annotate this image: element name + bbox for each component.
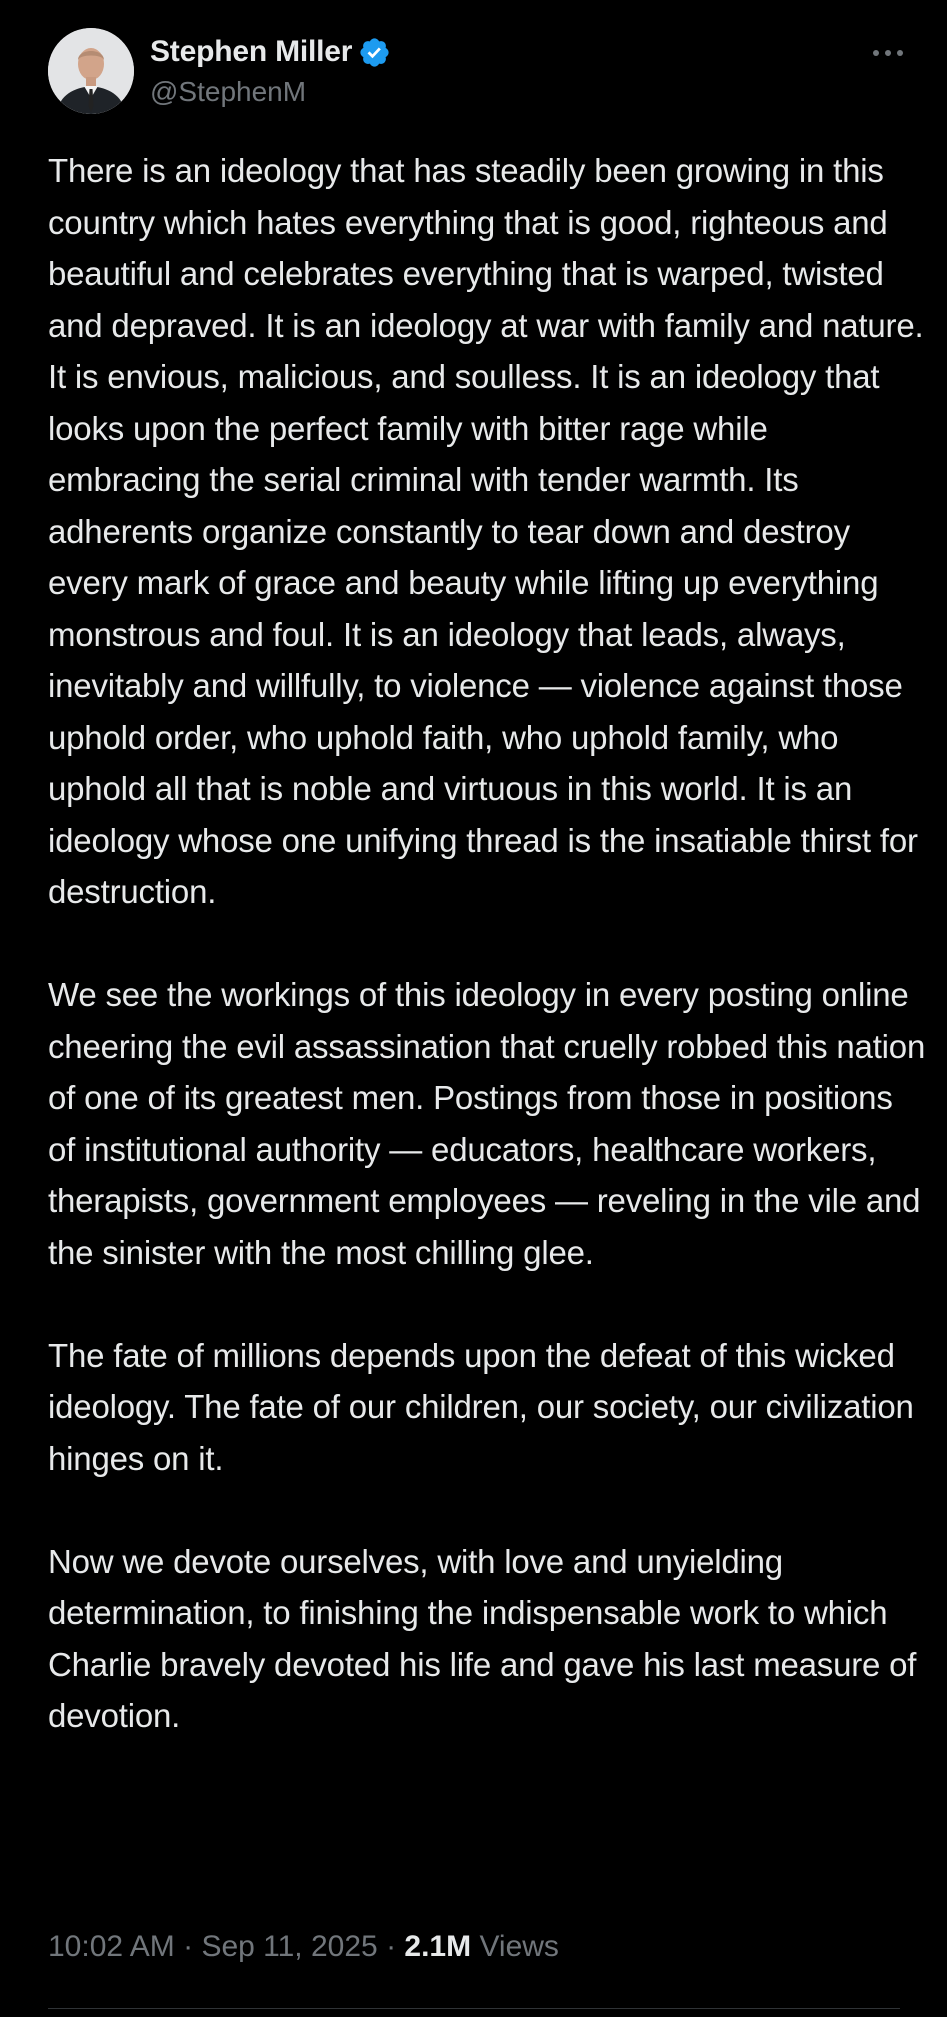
- user-handle[interactable]: @StephenM: [150, 76, 307, 107]
- meta-separator: ·: [386, 1930, 397, 1963]
- avatar[interactable]: [48, 28, 134, 114]
- tweet-paragraph: The fate of millions depends upon the defeat of this wicked ideology. The fate of our children, our society, our civilization hinges on it.: [48, 1336, 914, 1477]
- tweet-date[interactable]: Sep 11, 2025: [201, 1930, 378, 1963]
- name-row: [150, 32, 391, 72]
- tweet-paragraph: There is an ideology that has steadily been growing in this country which hates everything that is good, righteous and beautiful and celebrates everything that is warped, twisted and depraved. It is an ideology at war with family and nature. It is envious, malicious, and soulless. It is an ideology that looks upon the perfect family with bitter rage while embracing the serial criminal with tender warmth. Its adherents organize constantly to tear down and destroy every mark of grace and beauty while lifting up everything monstrous and foul. It is an ideology that leads, always, inevitably and willfully, to violence — violence against those uphold order, who uphold faith, who uphold family, who uphold all that is noble and virtuous in this world. It is an ideology whose one unifying thread is the insatiable thirst for destruction.: [48, 152, 924, 910]
- tweet-text: [48, 145, 928, 1742]
- views-count[interactable]: 2.1M: [404, 1930, 472, 1963]
- more-options-icon[interactable]: [868, 38, 908, 68]
- tweet-meta: [48, 1930, 559, 1964]
- verified-badge-icon[interactable]: [358, 36, 391, 69]
- display-name[interactable]: Stephen Miller: [150, 35, 353, 68]
- meta-separator: ·: [183, 1930, 194, 1963]
- avatar-portrait-icon: [48, 28, 134, 114]
- tweet-header: [48, 28, 908, 118]
- tweet-paragraph: We see the workings of this ideology in every posting online cheering the evil assassination that cruelly robbed this nation of one of its greatest men. Postings from those in positions of institutional authority — educators, healthcare workers, therapists, government employees — reveling in the vile and the sinister with the most chilling glee.: [48, 976, 926, 1271]
- tweet-paragraph: Now we devote ourselves, with love and unyielding determination, to finishing the indispensable work to which Charlie bravely devoted his life and gave his last measure of devotion.: [48, 1542, 917, 1734]
- divider: [48, 2008, 900, 2009]
- tweet-time[interactable]: 10:02 AM: [48, 1930, 175, 1963]
- views-label[interactable]: Views: [479, 1930, 559, 1963]
